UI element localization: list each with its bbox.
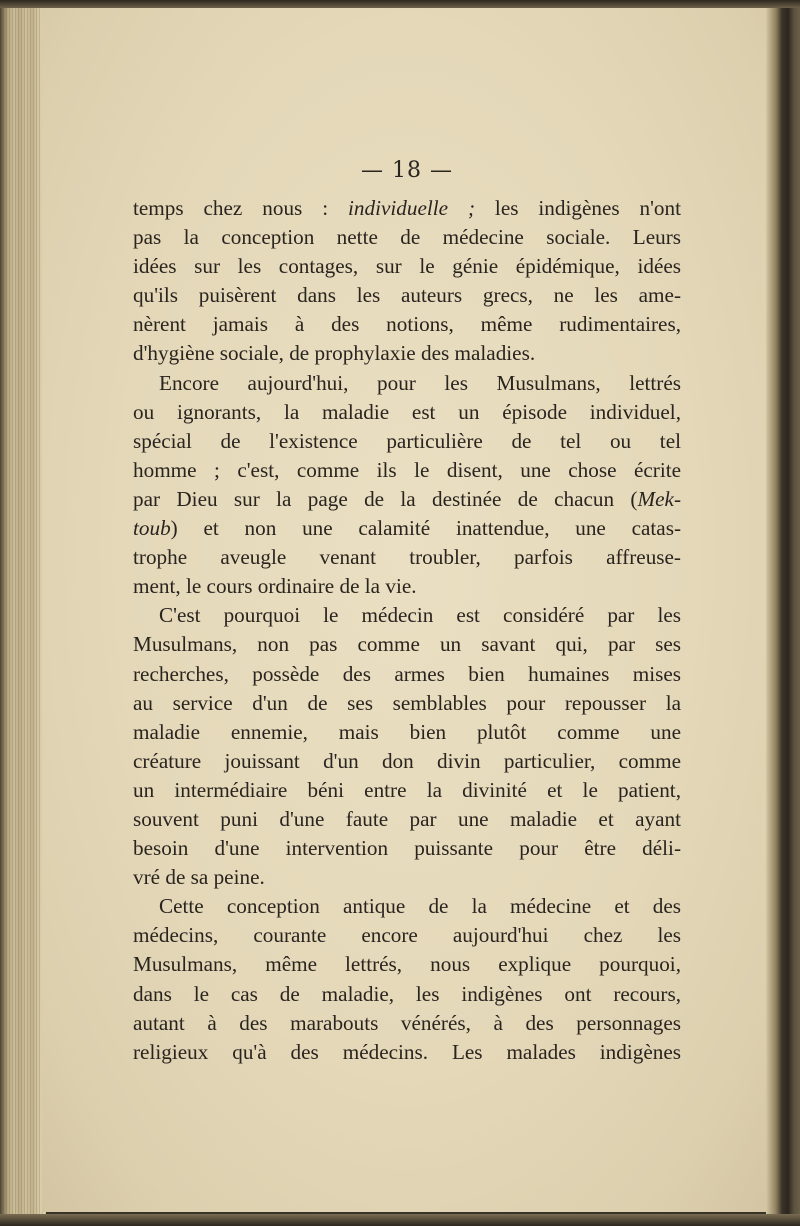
text-line: qu'ils puisèrent dans les auteurs grecs, ne les ame-: [133, 283, 681, 308]
text-line: trophe aveugle venant troubler, parfois affreuse-: [133, 545, 681, 570]
text-line: religieux qu'à des médecins. Les malades indigènes: [133, 1039, 681, 1064]
italic-text: Mek-: [637, 486, 681, 511]
text-line: [133, 194, 681, 223]
text-segment: ) et non une calamité inattendue, une catas-: [170, 516, 681, 541]
text-line: Cette conception antique de la médecine et des: [159, 894, 681, 919]
text-line: nèrent jamais à des notions, même rudimentaires,: [133, 312, 681, 337]
text-line: maladie ennemie, mais bien plutôt comme une: [133, 719, 681, 744]
text-line: d'hygiène sociale, de prophylaxie des maladies.: [133, 341, 536, 366]
text-line: Musulmans, même lettrés, nous explique pourquoi,: [133, 952, 681, 977]
text-line: ment, le cours ordinaire de la vie.: [133, 574, 417, 599]
text-line: besoin d'une intervention puissante pour être déli-: [133, 836, 681, 861]
text-line: homme ; c'est, comme ils le disent, une chose écrite: [133, 457, 681, 482]
text-line: ou ignorants, la maladie est un épisode individuel,: [133, 399, 681, 424]
text-line: C'est pourquoi le médecin est considéré par les: [159, 603, 681, 628]
text-line: souvent puni d'une faute par une maladie et ayant: [133, 806, 681, 831]
text-line: médecins, courante encore aujourd'hui chez les: [133, 923, 681, 948]
text-line: spécial de l'existence particulière de tel ou tel: [133, 428, 681, 453]
text-line: idées sur les contages, sur le génie épidémique, idées: [133, 254, 681, 279]
page-number: — 18 —: [361, 158, 453, 183]
text-line: un intermédiaire béni entre la divinité et le patient,: [133, 777, 681, 802]
text-line: au service d'un de ses semblables pour repousser la: [133, 690, 681, 715]
text-line: créature jouissant d'un don divin particulier, comme: [133, 748, 681, 773]
text-line: [133, 514, 681, 543]
text-line: [133, 485, 681, 514]
text-line: Encore aujourd'hui, pour les Musulmans, lettrés: [159, 370, 681, 395]
text-segment: les indigènes n'ont: [475, 196, 681, 220]
bottom-edge: [0, 1214, 800, 1226]
text-segment: par Dieu sur la page de la destinée de chacun (: [133, 486, 638, 511]
top-edge: [0, 0, 800, 8]
italic-text: individuelle ;: [348, 196, 476, 220]
text-segment: temps chez nous :: [133, 196, 349, 220]
text-line: pas la conception nette de médecine sociale. Leurs: [133, 225, 681, 250]
text-line: vré de sa peine.: [133, 865, 265, 890]
italic-text: toub: [133, 516, 171, 541]
book-binding-edge: [766, 0, 800, 1226]
text-line: dans le cas de maladie, les indigènes ont recours,: [133, 981, 681, 1006]
text-line: Musulmans, non pas comme un savant qui, par ses: [133, 632, 681, 657]
page-stack-edge: [0, 0, 46, 1226]
body-text: [133, 194, 681, 1067]
text-line: recherches, possède des armes bien humaines mises: [133, 661, 681, 686]
text-line: autant à des marabouts vénérés, à des personnages: [133, 1010, 681, 1035]
